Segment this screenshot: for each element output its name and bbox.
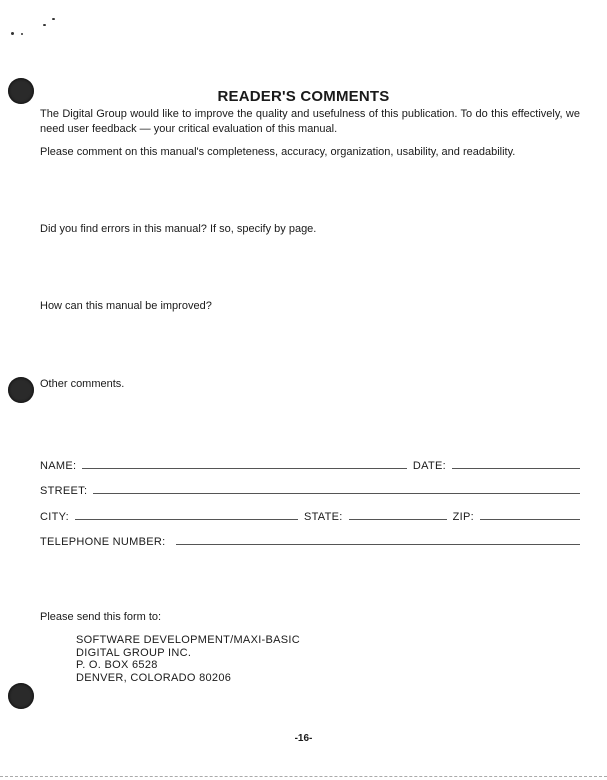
page-bottom-edge [0, 776, 607, 777]
binder-hole-icon [8, 683, 34, 709]
date-label: DATE: [412, 460, 446, 472]
date-field[interactable] [452, 468, 580, 469]
city-field[interactable] [75, 519, 298, 520]
page-title: READER'S COMMENTS [217, 88, 390, 105]
question-other-comments: Other comments. [40, 378, 125, 390]
send-to-label: Please send this form to: [40, 611, 162, 623]
intro-paragraph: The Digital Group would like to improve the quality and usefulness of this publication. To do this effectively, we need user feedback — your critical evaluation of this manual. [40, 108, 580, 135]
zip-label: ZIP: [452, 511, 474, 523]
address-line: DIGITAL GROUP INC. [76, 646, 192, 659]
name-date-row [40, 456, 580, 472]
state-field[interactable] [349, 519, 447, 520]
zip-field[interactable] [480, 519, 580, 520]
question-improvement: How can this manual be improved? [40, 300, 212, 312]
city-label: CITY: [40, 511, 70, 523]
city-state-zip-row [40, 507, 580, 523]
binder-hole-icon [8, 377, 34, 403]
name-label: NAME: [40, 460, 77, 472]
page-number: -16- [294, 733, 313, 744]
street-label: STREET: [40, 485, 88, 497]
address-line: DENVER, COLORADO 80206 [76, 671, 232, 684]
question-quality: Please comment on this manual's completeness, accuracy, organization, usability, and readability. [40, 146, 516, 158]
telephone-row [40, 532, 580, 548]
scan-speck [21, 33, 23, 35]
street-row [40, 481, 580, 497]
scan-speck [11, 32, 14, 35]
street-field[interactable] [93, 493, 580, 494]
scan-speck [43, 24, 46, 26]
scan-speck [52, 18, 55, 20]
address-line: SOFTWARE DEVELOPMENT/MAXI-BASIC [76, 634, 301, 646]
question-errors: Did you find errors in this manual? If so, specify by page. [40, 223, 317, 235]
telephone-label: TELEPHONE NUMBER: [40, 536, 166, 548]
name-field[interactable] [82, 468, 407, 469]
mailing-address [76, 634, 300, 684]
telephone-field[interactable] [176, 544, 580, 545]
address-line: P. O. BOX 6528 [76, 659, 158, 671]
state-label: STATE: [303, 511, 343, 523]
